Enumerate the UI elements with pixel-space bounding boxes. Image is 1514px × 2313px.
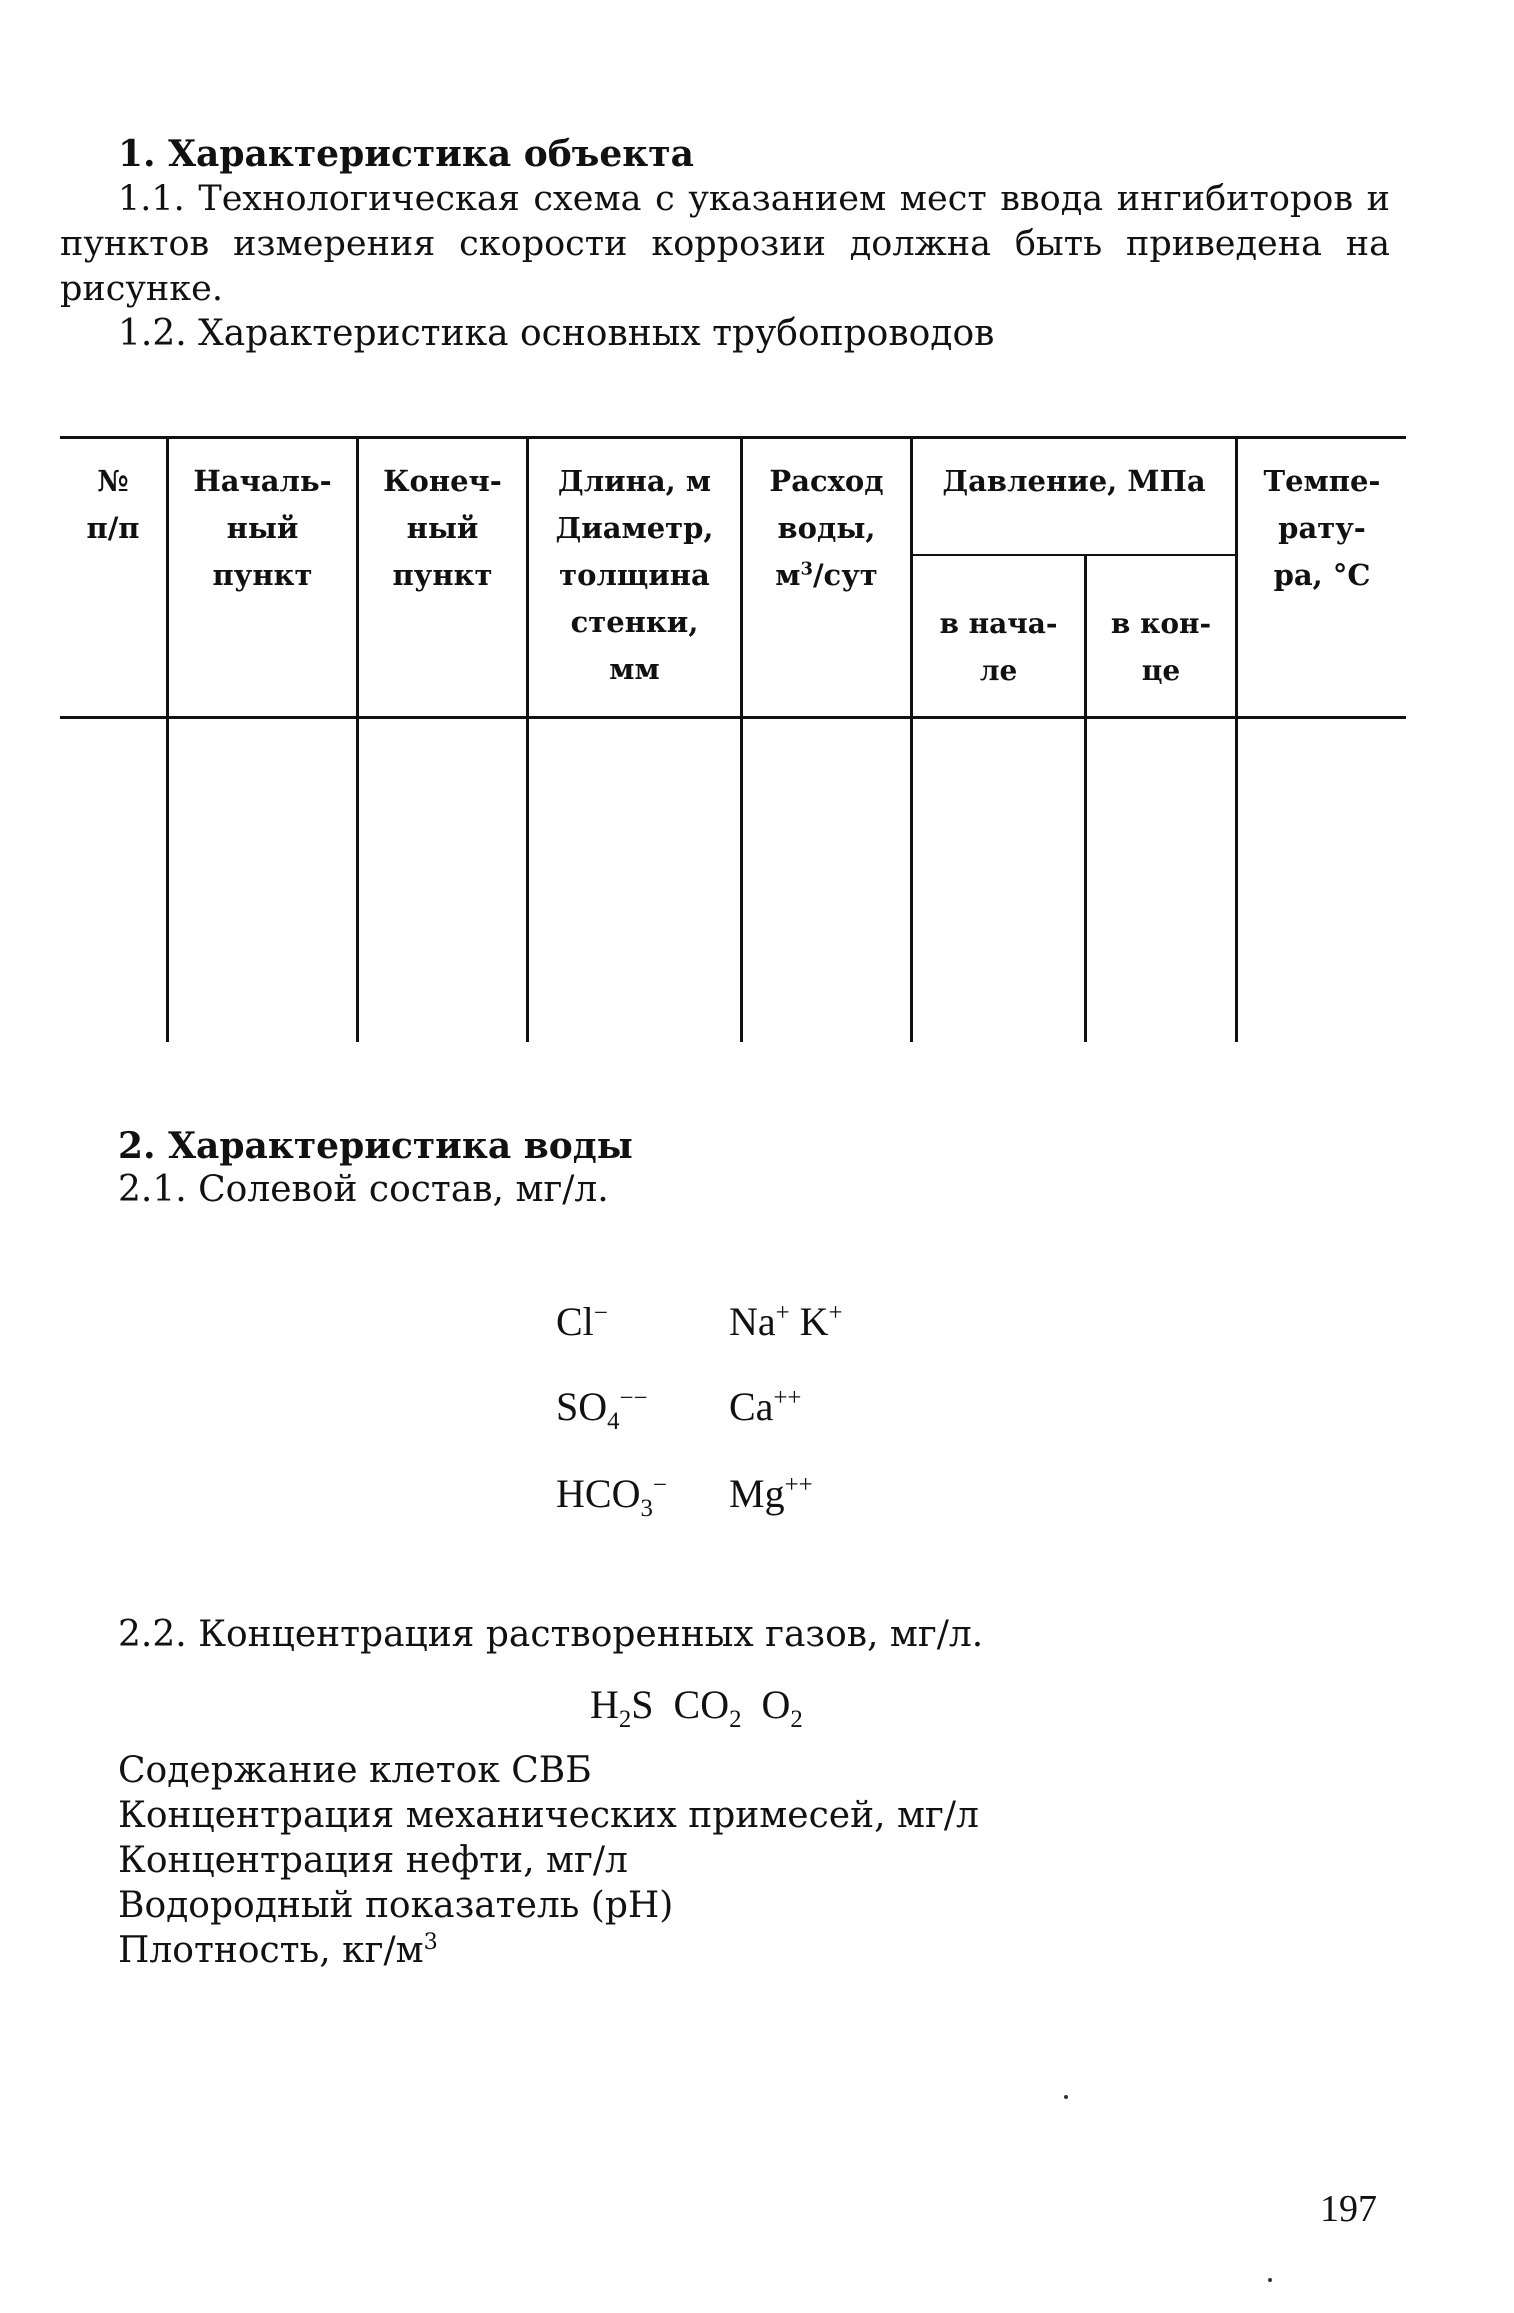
paragraph-1-1: 1.1. Технологическая схема с указанием мест ввода ингибиторов и пунктов измерения скорости коррозии должна быть приведена на рисунке. <box>60 179 1390 309</box>
header-pressure: Давление, МПа <box>942 464 1206 498</box>
section-1-heading: 1. Характеристика объекта <box>118 133 694 175</box>
scan-speck <box>1064 2095 1068 2099</box>
header-pressure-end: в кон- це <box>1110 607 1212 687</box>
col-divider-5 <box>910 436 913 1042</box>
header-start-point: Началь- ный пункт <box>193 464 332 592</box>
page-number: 197 <box>1320 2188 1377 2230</box>
pressure-subheader-rule <box>910 554 1236 556</box>
paragraph-2-1: 2.1. Солевой состав, мг/л. <box>118 1169 609 1210</box>
line-mechanical-impurities: Концентрация механических примесей, мг/л <box>118 1795 979 1836</box>
pipelines-table <box>60 436 1406 1042</box>
table-top-rule <box>60 436 1406 439</box>
scan-speck <box>1268 2278 1272 2282</box>
line-oil-concentration: Концентрация нефти, мг/л <box>118 1840 628 1881</box>
header-temperature: Темпе- рату- ра, °C <box>1263 464 1381 592</box>
ion-sodium-potassium: Na+ K+ <box>729 1299 843 1344</box>
header-water-flow: Расход воды, $м^3$/сут <box>769 464 884 592</box>
header-end-point: Конеч- ный пункт <box>383 464 502 592</box>
header-length-diameter: Длина, м Диаметр, толщина стенки, мм <box>555 464 714 686</box>
ion-calcium: Ca++ <box>729 1384 802 1429</box>
gas-co2: $CO_2$ <box>673 1682 742 1733</box>
header-number: № п/п <box>86 464 140 545</box>
gas-h2s: $H_2S$ <box>590 1682 654 1733</box>
table-header-rule <box>60 716 1406 719</box>
ion-chloride: Cl− <box>556 1299 608 1344</box>
gas-o2: $O_2$ <box>761 1682 803 1733</box>
section-2-heading: 2. Характеристика воды <box>118 1125 633 1167</box>
ion-magnesium: Mg++ <box>729 1471 813 1516</box>
line-srb-cells: Содержание клеток СВБ <box>118 1750 592 1791</box>
ion-bicarbonate: $HCO_3^-$ <box>556 1471 667 1522</box>
header-pressure-start: в нача- ле <box>939 607 1058 687</box>
ion-sulfate: $SO_4^{--}$ <box>556 1384 648 1435</box>
paragraph-2-2: 2.2. Концентрация растворенных газов, мг/л. <box>118 1614 984 1655</box>
paragraph-1-2: 1.2. Характеристика основных трубопроводов <box>118 313 995 354</box>
line-ph: Водородный показатель (pH) <box>118 1885 674 1926</box>
line-density: Плотность, $кг/м^3$ <box>118 1929 438 1971</box>
gases-list <box>590 1681 803 1733</box>
